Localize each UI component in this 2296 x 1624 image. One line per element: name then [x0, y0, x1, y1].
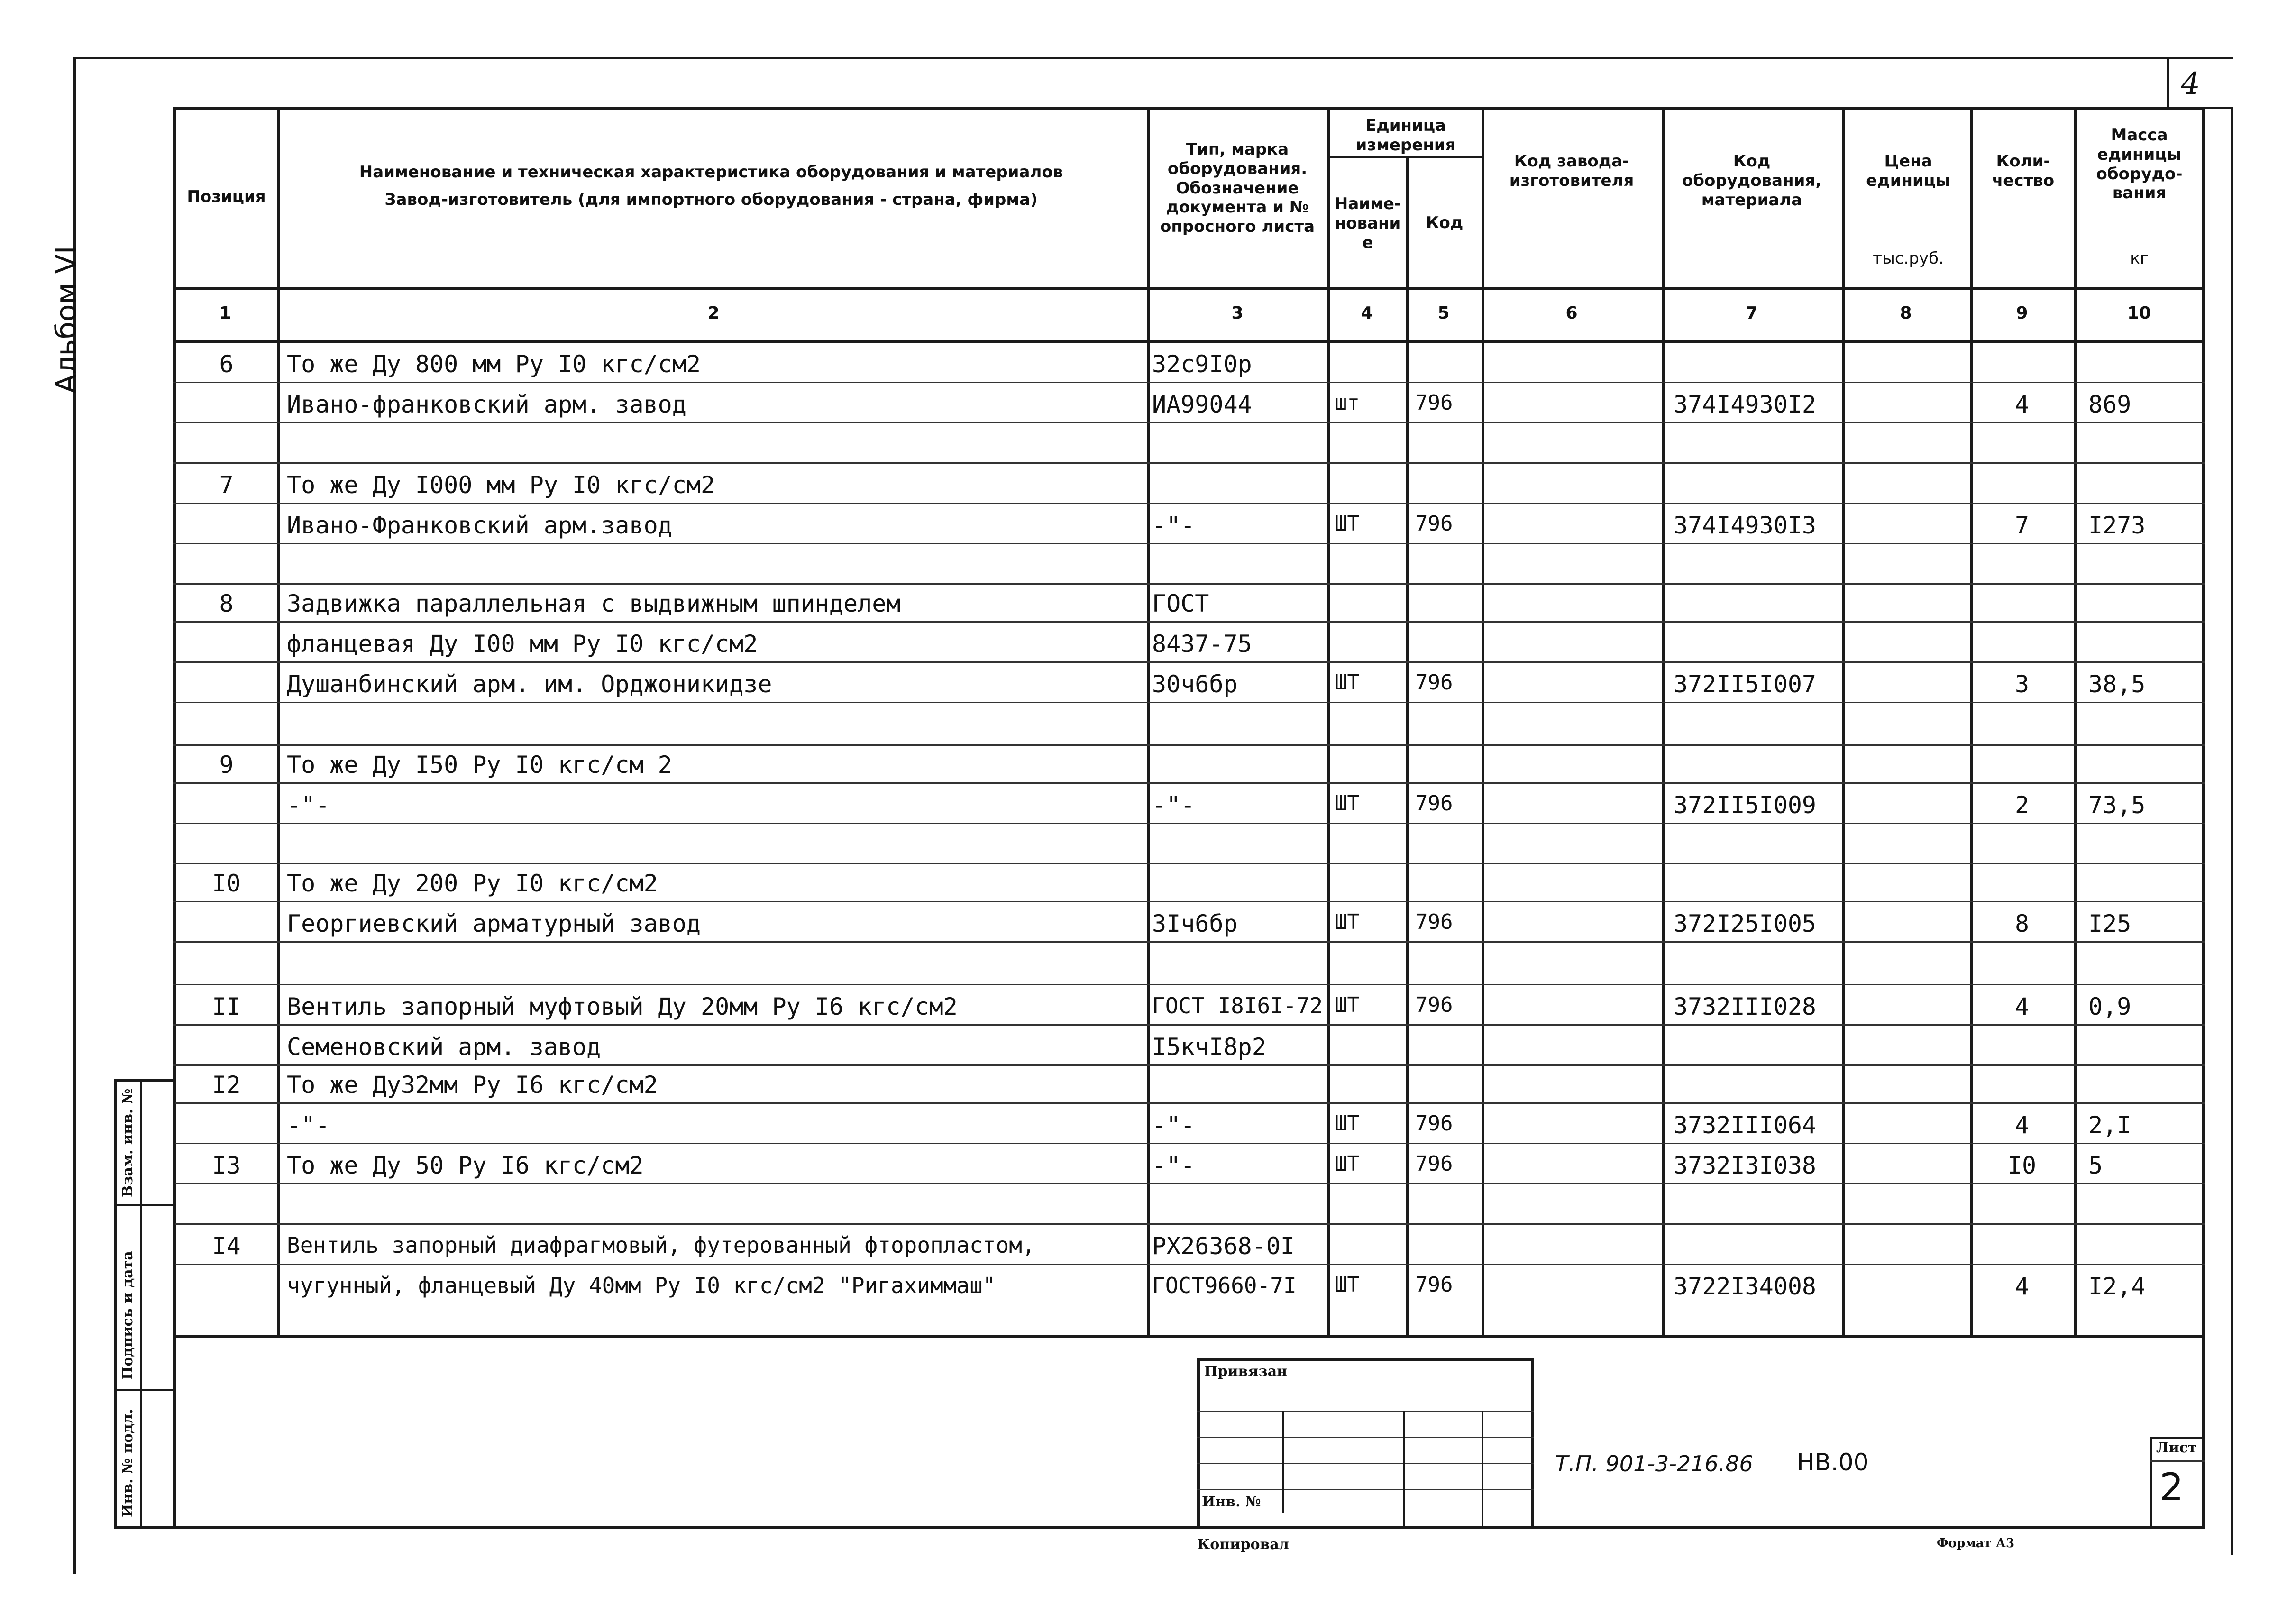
position-cell: II	[212, 993, 241, 1020]
col-line	[2074, 107, 2077, 1337]
header-mass-unit: кг	[2130, 249, 2149, 268]
header-plant-code: Код завода-изготовителя	[1509, 152, 1634, 190]
row-line	[173, 1102, 2205, 1104]
page-number: 4	[2181, 66, 2200, 101]
mass-cell: 869	[2088, 391, 2131, 418]
type-cell: ИА99044	[1152, 391, 1252, 418]
col-line	[1482, 107, 1484, 1337]
quantity-cell: 3	[2014, 670, 2030, 698]
col-numbers-bottom-line	[173, 340, 2205, 343]
unit-name-cell: ШТ	[1335, 1111, 1360, 1136]
quantity-cell: I0	[2007, 1152, 2037, 1179]
name-cell: -"-	[287, 1111, 330, 1139]
row-line	[173, 823, 2205, 824]
mass-cell: 2,I	[2088, 1111, 2131, 1139]
name-cell: фланцевая Ду I00 мм Ру I0 кгс/см2	[287, 630, 758, 658]
side-stamp-inv-podl: Инв. № подл.	[119, 1409, 136, 1517]
mass-cell: 5	[2088, 1152, 2103, 1179]
col-line	[1842, 107, 1845, 1337]
unit-code-cell: 796	[1415, 670, 1453, 695]
quantity-cell: 4	[2014, 1111, 2030, 1139]
format-label: Формат А3	[1937, 1536, 2015, 1551]
col-line	[277, 107, 280, 1337]
name-cell: То же Ду 200 Ру I0 кгс/см2	[287, 870, 658, 897]
unit-name-cell: ШТ	[1335, 791, 1360, 816]
column-number: 10	[2127, 303, 2151, 323]
column-number: 8	[1900, 303, 1912, 323]
equipment-code-cell: 3732I3I038	[1674, 1152, 1817, 1179]
inv-label: Инв. №	[1202, 1494, 1261, 1510]
column-number: 2	[707, 303, 720, 323]
document-suffix: НВ.00	[1797, 1449, 1869, 1476]
type-cell: -"-	[1152, 1152, 1195, 1179]
kopiroval-label: Копировал	[1197, 1536, 1289, 1553]
row-line	[173, 621, 2205, 623]
type-cell: -"-	[1152, 791, 1195, 819]
position-cell: 6	[219, 350, 234, 378]
mass-cell: I2,4	[2088, 1273, 2146, 1300]
col-line	[1327, 107, 1330, 1337]
unit-code-cell: 796	[1415, 910, 1453, 934]
quantity-cell: 7	[2014, 512, 2030, 539]
side-stamp-divider	[140, 1079, 142, 1529]
row-line	[173, 422, 2205, 423]
type-cell: РХ26368-0I	[1152, 1232, 1295, 1260]
unit-code-cell: 796	[1415, 391, 1453, 415]
type-cell: -"-	[1152, 1111, 1195, 1139]
equipment-code-cell: 372II5I007	[1674, 670, 1817, 698]
header-unit-name: Наиме-нование	[1334, 194, 1401, 252]
name-cell: Георгиевский арматурный завод	[287, 910, 701, 937]
header-unit-code: Код	[1426, 213, 1464, 232]
position-cell: 8	[219, 590, 234, 617]
col-line	[1970, 107, 1973, 1337]
mass-cell: 38,5	[2088, 670, 2146, 698]
unit-name-cell: ШТ	[1335, 910, 1360, 934]
sheet-number: 2	[2159, 1465, 2184, 1509]
column-number: 6	[1565, 303, 1578, 323]
type-cell: 30ч6бр	[1152, 670, 1238, 698]
header-price-unit: тыс.руб.	[1873, 249, 1944, 268]
column-number: 5	[1437, 303, 1450, 323]
row-line	[173, 462, 2205, 464]
header-name: Наименование и техническая характеристика оборудования и материалов Завод-изготовитель (для импортного оборудования - страна, фирма)	[359, 163, 1063, 209]
type-cell: 3Iч6бр	[1152, 910, 1238, 937]
quantity-cell: 4	[2014, 993, 2030, 1020]
type-cell: 8437-75	[1152, 630, 1252, 658]
name-cell: Ивано-Франковский арм.завод	[287, 512, 672, 539]
row-line	[173, 382, 2205, 383]
sheet-border-right	[2231, 109, 2233, 1555]
unit-code-cell: 796	[1415, 993, 1453, 1017]
row-line	[173, 984, 2205, 985]
side-stamp-podpis: Подпись и дата	[119, 1251, 136, 1380]
row-line	[173, 661, 2205, 663]
type-cell: -"-	[1152, 512, 1195, 539]
unit-code-cell: 796	[1415, 1111, 1453, 1136]
unit-name-cell: шт	[1335, 391, 1360, 415]
name-cell: Вентиль запорный муфтовый Ду 20мм Ру I6 кгс/см2	[287, 993, 958, 1020]
mass-cell: 73,5	[2088, 791, 2146, 819]
sheet-box-line	[2150, 1460, 2205, 1462]
row-line	[173, 863, 2205, 864]
position-cell: I4	[212, 1232, 241, 1260]
row-line	[173, 782, 2205, 784]
row-line	[173, 543, 2205, 544]
mass-cell: 0,9	[2088, 993, 2131, 1020]
row-line	[173, 1223, 2205, 1225]
name-cell: чугунный, фланцевый Ду 40мм Ру I0 кгс/см2 "Ригахиммаш"	[287, 1273, 996, 1298]
col-line	[1406, 156, 1409, 1337]
sheet-label: Лист	[2156, 1440, 2197, 1456]
unit-code-cell: 796	[1415, 791, 1453, 816]
unit-group-line	[1327, 156, 1482, 158]
row-line	[173, 744, 2205, 746]
equipment-code-cell: 372II5I009	[1674, 791, 1817, 819]
name-cell: Вентиль запорный диафрагмовый, футерованный фторопластом,	[287, 1232, 1035, 1258]
type-cell: ГОСТ9660-7I	[1152, 1273, 1297, 1298]
stamp-col	[1482, 1411, 1483, 1529]
type-cell: ГОСТ	[1152, 590, 1209, 617]
position-cell: I3	[212, 1152, 241, 1179]
col-line	[1147, 107, 1150, 1337]
header-mass: Масса единицы оборудо-вания	[2096, 126, 2183, 203]
stamp-col	[1282, 1411, 1284, 1513]
row-line	[173, 1024, 2205, 1026]
quantity-cell: 4	[2014, 391, 2030, 418]
column-number: 3	[1231, 303, 1244, 323]
table-body-bottom-line	[173, 1335, 2205, 1338]
row-line	[173, 583, 2205, 585]
unit-code-cell: 796	[1415, 1273, 1453, 1297]
type-cell: I5кчI8р2	[1152, 1033, 1266, 1061]
name-cell: То же Ду 50 Ру I6 кгс/см2	[287, 1152, 644, 1179]
header-quantity: Коли-чество	[1992, 152, 2055, 190]
row-line	[173, 702, 2205, 703]
equipment-code-cell: 3732III064	[1674, 1111, 1817, 1139]
privyazan-label: Привязан	[1204, 1363, 1288, 1380]
position-cell: 9	[219, 751, 234, 779]
equipment-code-cell: 374I4930I3	[1674, 512, 1817, 539]
column-number: 1	[219, 303, 231, 323]
unit-name-cell: ШТ	[1335, 1273, 1360, 1297]
name-cell: То же Ду I000 мм Ру I0 кгс/см2	[287, 471, 715, 499]
header-unit-price: Цена единицы	[1866, 152, 1950, 190]
row-line	[173, 941, 2205, 943]
album-label: Альбом VI	[50, 246, 83, 394]
name-cell: Ивано-франковский арм. завод	[287, 391, 686, 418]
side-stamp-vzam: Взам. инв. №	[119, 1088, 136, 1197]
position-cell: 7	[219, 471, 234, 499]
unit-name-cell: ШТ	[1335, 993, 1360, 1017]
header-unit-group: Единица измерения	[1355, 116, 1456, 155]
quantity-cell: 4	[2014, 1273, 2030, 1300]
row-line	[173, 1183, 2205, 1184]
side-stamp-line	[114, 1389, 175, 1391]
name-cell: Душанбинский арм. им. Орджоникидзе	[287, 670, 772, 698]
col-line	[1662, 107, 1665, 1337]
row-line	[173, 1143, 2205, 1144]
unit-code-cell: 796	[1415, 1152, 1453, 1176]
sheet-border-top	[73, 57, 2233, 59]
name-cell: Задвижка параллельная с выдвижным шпинделем	[287, 590, 901, 617]
unit-name-cell: ШТ	[1335, 1152, 1360, 1176]
row-line	[173, 1064, 2205, 1066]
mass-cell: I273	[2088, 512, 2146, 539]
unit-name-cell: ШТ	[1335, 670, 1360, 695]
equipment-code-cell: 3722I34008	[1674, 1273, 1817, 1300]
column-number: 4	[1361, 303, 1373, 323]
type-cell: 32с9I0р	[1152, 350, 1252, 378]
position-cell: I0	[212, 870, 241, 897]
unit-name-cell: ШТ	[1335, 512, 1360, 536]
document-code: Т.П. 901-3-216.86	[1555, 1451, 1753, 1477]
name-cell: То же Ду32мм Ру I6 кгс/см2	[287, 1071, 658, 1099]
type-cell: ГОСТ I8I6I-72	[1152, 993, 1323, 1018]
name-cell: То же Ду I50 Ру I0 кгс/см 2	[287, 751, 672, 779]
column-number: 9	[2016, 303, 2028, 323]
name-cell: Семеновский арм. завод	[287, 1033, 601, 1061]
equipment-code-cell: 372I25I005	[1674, 910, 1817, 937]
header-type: Тип, марка оборудования. Обозначение документа и № опросного листа	[1160, 140, 1315, 237]
name-cell: -"-	[287, 791, 330, 819]
position-cell: I2	[212, 1071, 241, 1099]
quantity-cell: 2	[2014, 791, 2030, 819]
side-stamp-line	[114, 1204, 175, 1206]
unit-code-cell: 796	[1415, 512, 1453, 536]
quantity-cell: 8	[2014, 910, 2030, 937]
row-line	[173, 901, 2205, 902]
row-line	[173, 503, 2205, 504]
column-number: 7	[1746, 303, 1758, 323]
name-cell: То же Ду 800 мм Ру I0 кгс/см2	[287, 350, 701, 378]
stamp-col	[1403, 1411, 1405, 1529]
equipment-code-cell: 374I4930I2	[1674, 391, 1817, 418]
header-bottom-line	[173, 287, 2205, 290]
row-line	[173, 1264, 2205, 1265]
mass-cell: I25	[2088, 910, 2131, 937]
header-position: Позиция	[187, 187, 266, 206]
header-equipment-code: Код оборудования, материала	[1682, 152, 1822, 210]
equipment-code-cell: 3732III028	[1674, 993, 1817, 1020]
